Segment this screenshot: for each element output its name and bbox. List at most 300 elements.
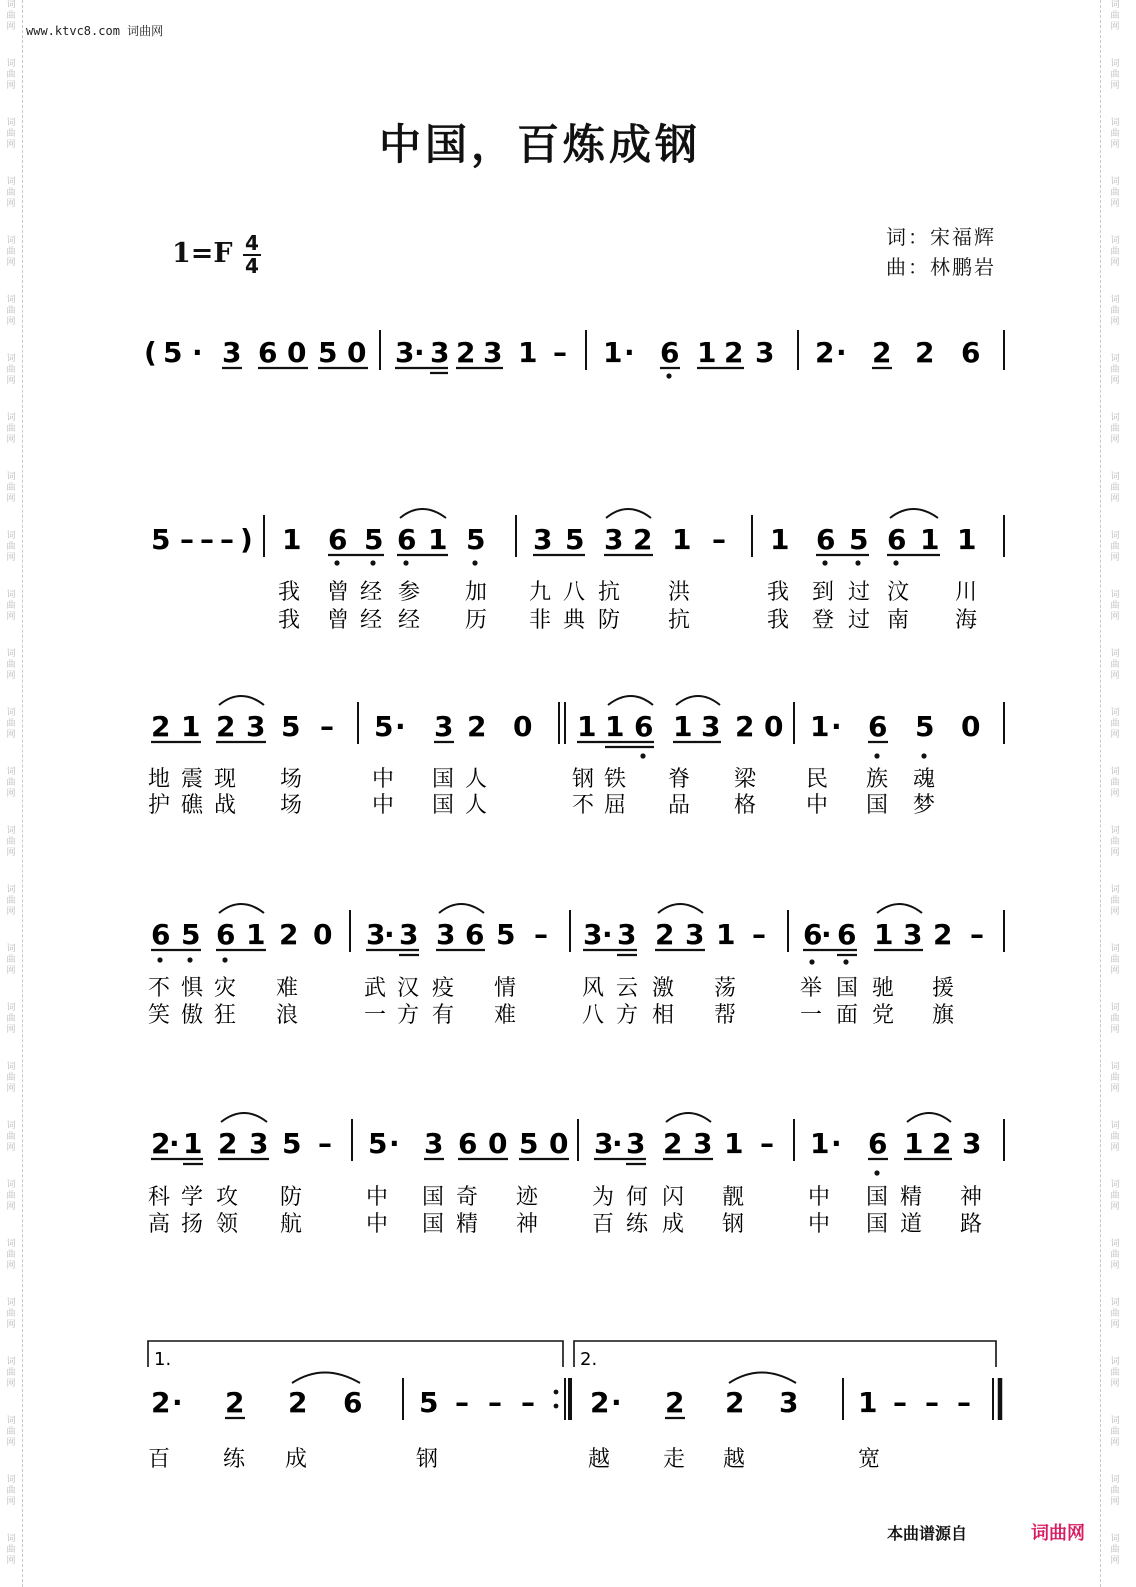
- note: 3: [604, 523, 624, 556]
- repeat-dot: [554, 1390, 559, 1395]
- lyric-char: 地: [148, 767, 171, 792]
- note: –: [200, 523, 214, 556]
- edge-watermark: 词 曲 网: [6, 944, 16, 976]
- lyric-char: 过: [848, 580, 871, 605]
- lyric-char: 驰: [872, 976, 895, 1001]
- edge-watermark: 词 曲 网: [6, 354, 16, 386]
- note: 3: [779, 1386, 799, 1419]
- edge-watermark: 词 曲 网: [6, 531, 16, 563]
- note: ·: [192, 336, 203, 369]
- edge-watermark: 词 曲 网: [1110, 1121, 1120, 1153]
- edge-watermark: 词 曲 网: [1110, 1357, 1120, 1389]
- note: 6: [397, 523, 417, 556]
- lyric-row-2-v2: [278, 608, 977, 633]
- lyric-char: 梦: [913, 793, 936, 818]
- note: 3: [395, 336, 415, 369]
- edge-watermark: 词 曲 网: [6, 826, 16, 858]
- lyric-char: 领: [216, 1212, 239, 1237]
- note: 3: [483, 336, 503, 369]
- lyric-row-4-v1: [148, 976, 954, 1001]
- lyric-char: 方: [616, 1003, 639, 1028]
- edge-watermark: 词 曲 网: [1110, 649, 1120, 681]
- note: 2: [151, 710, 171, 743]
- lyric-char: 百: [592, 1212, 615, 1237]
- note: 5: [163, 336, 183, 369]
- note: 5: [282, 1127, 302, 1160]
- lyric-char: 国: [422, 1212, 445, 1237]
- note: 6: [328, 523, 348, 556]
- footer-source: 本曲谱源自: [887, 1524, 968, 1543]
- lyric-char: 汉: [397, 976, 420, 1001]
- lyric-char: 经: [360, 608, 383, 633]
- lyric-char: 云: [616, 976, 639, 1001]
- lyric-char: 灾: [214, 976, 237, 1001]
- note: 5: [565, 523, 585, 556]
- lyric-char: 越: [723, 1447, 746, 1472]
- note: 1: [282, 523, 302, 556]
- octave-dot: [843, 959, 848, 964]
- slur: [292, 1373, 360, 1384]
- edge-watermark: 词 曲 网: [1110, 1062, 1120, 1094]
- lyric-char: 非: [529, 608, 552, 633]
- slur: [666, 1113, 711, 1122]
- lyric-char: 汶: [887, 580, 910, 605]
- note: 2: [456, 336, 476, 369]
- edge-watermark: 词 曲 网: [1110, 0, 1120, 32]
- lyric-char: 国: [836, 976, 859, 1001]
- note: 1: [518, 336, 538, 369]
- edge-watermark: 词 曲 网: [1110, 1003, 1120, 1035]
- note: 2: [279, 918, 299, 951]
- lyric-char: 狂: [214, 1003, 237, 1028]
- octave-dot: [809, 959, 814, 964]
- note: 6: [151, 918, 171, 951]
- note: 3: [399, 918, 419, 951]
- edge-watermark: 词 曲 网: [6, 1239, 16, 1271]
- note: –: [521, 1386, 535, 1419]
- note: 3: [693, 1127, 713, 1160]
- edge-watermark: 词 曲 网: [6, 472, 16, 504]
- lyric-row-2-v1: [278, 580, 977, 605]
- lyric-char: 曾: [327, 608, 350, 633]
- lyric-char: 成: [285, 1447, 308, 1472]
- note: 3: [594, 1127, 614, 1160]
- note: –: [318, 1127, 332, 1160]
- edge-watermark: 词 曲 网: [6, 1003, 16, 1035]
- lyric-char: 我: [767, 580, 790, 605]
- edge-watermark: 词 曲 网: [6, 118, 16, 150]
- note: 1: [858, 1386, 878, 1419]
- note: 3: [626, 1127, 646, 1160]
- lyric-char: 钢: [572, 767, 595, 792]
- edge-watermark: 词 曲 网: [6, 1357, 16, 1389]
- lyric-char: 钢: [416, 1447, 439, 1472]
- note: –: [534, 918, 548, 951]
- note: –: [925, 1386, 939, 1419]
- lyric-row-4-v2: [148, 1003, 954, 1028]
- edge-watermark: 词 曲 网: [1110, 1298, 1120, 1330]
- octave-dot: [472, 560, 477, 565]
- edge-watermark: 词 曲 网: [1110, 826, 1120, 858]
- lyric-char: 震: [181, 767, 204, 792]
- lyric-char: 民: [806, 767, 829, 792]
- lyric-char: 高: [148, 1212, 171, 1237]
- note: 1: [920, 523, 940, 556]
- lyric-char: 浪: [276, 1003, 299, 1028]
- lyric-row-3-v1: [148, 767, 935, 792]
- edge-watermark: 词 曲 网: [6, 0, 16, 32]
- lyric-char: 中: [808, 1185, 831, 1210]
- lyric-char: 梁: [734, 767, 757, 792]
- edge-watermark: 词 曲 网: [1110, 1239, 1120, 1271]
- note: 2: [225, 1386, 245, 1419]
- octave-dot: [666, 373, 671, 378]
- note: ·: [831, 710, 842, 743]
- note: 5: [368, 1127, 388, 1160]
- octave-dot: [187, 957, 192, 962]
- note: 6: [868, 1127, 888, 1160]
- note: –: [752, 918, 766, 951]
- open-paren: (: [144, 336, 157, 369]
- note: 1: [605, 710, 625, 743]
- lyric-row-3-v2: [148, 793, 935, 818]
- slur: [676, 696, 720, 705]
- edge-watermark: 词 曲 网: [1110, 767, 1120, 799]
- lyric-char: 难: [494, 1003, 517, 1028]
- lyric-char: 激: [652, 976, 675, 1001]
- lyric-char: 为: [592, 1185, 615, 1210]
- octave-dot: [874, 1170, 879, 1175]
- lyric-char: 荡: [714, 976, 737, 1001]
- lyric-char: 有: [432, 1003, 455, 1028]
- note: 6: [458, 1127, 478, 1160]
- note: 3: [434, 710, 454, 743]
- note: 3: [617, 918, 637, 951]
- note: 0: [287, 336, 307, 369]
- lyric-char: 格: [734, 793, 757, 818]
- note: 1: [246, 918, 266, 951]
- edge-watermark: 词 曲 网: [6, 1298, 16, 1330]
- note: 1: [810, 1127, 830, 1160]
- note: 5: [496, 918, 516, 951]
- note: 2: [725, 1386, 745, 1419]
- slur: [221, 1113, 267, 1122]
- volta-1-bracket: [148, 1341, 563, 1367]
- note: 2: [872, 336, 892, 369]
- note: 2: [815, 336, 835, 369]
- note: 3: [246, 710, 266, 743]
- lyric-char: 惧: [181, 976, 204, 1001]
- note: 2: [724, 336, 744, 369]
- note: –: [970, 918, 984, 951]
- note: 3: [249, 1127, 269, 1160]
- octave-dot: [640, 753, 645, 758]
- score-row-2: [151, 509, 1004, 633]
- note: 1: [716, 918, 736, 951]
- lyric-char: 相: [652, 1003, 675, 1028]
- lyric-char: 练: [223, 1447, 246, 1472]
- note: 2: [932, 1127, 952, 1160]
- lyric-char: 百: [148, 1447, 171, 1472]
- note: 3: [755, 336, 775, 369]
- octave-dot: [370, 560, 375, 565]
- lyric-char: 护: [148, 793, 171, 818]
- lyric-char: 人: [465, 767, 488, 792]
- note: ·: [836, 336, 847, 369]
- octave-dot: [334, 560, 339, 565]
- key-signature: 1=F: [172, 238, 233, 269]
- note: ·: [169, 1127, 180, 1160]
- note: –: [712, 523, 726, 556]
- lyric-char: 迹: [516, 1185, 539, 1210]
- edge-watermark: 词 曲 网: [6, 1180, 16, 1212]
- lyric-char: 闪: [662, 1185, 685, 1210]
- note: 5: [915, 710, 935, 743]
- note: 1: [810, 710, 830, 743]
- note: –: [180, 523, 194, 556]
- lyric-char: 参: [398, 580, 421, 605]
- lyric-char: 抗: [668, 608, 691, 633]
- lyric-char: 八: [582, 1003, 605, 1028]
- note: ·: [395, 710, 406, 743]
- lyric-char: 战: [214, 793, 237, 818]
- edge-watermark: 词 曲 网: [1110, 944, 1120, 976]
- note: 5: [318, 336, 338, 369]
- edge-watermark: 词 曲 网: [1110, 295, 1120, 327]
- note: 2: [933, 918, 953, 951]
- lyric-char: 到: [812, 580, 835, 605]
- edge-watermark: 词 曲 网: [1110, 59, 1120, 91]
- lyric-char: 中: [808, 1212, 831, 1237]
- lyric-char: 典: [563, 608, 586, 633]
- edge-watermark: 词 曲 网: [6, 1062, 16, 1094]
- lyric-char: 现: [214, 767, 237, 792]
- edge-watermark: 词 曲 网: [1110, 354, 1120, 386]
- lyric-char: 疫: [432, 976, 455, 1001]
- slur: [658, 904, 703, 913]
- note: ·: [624, 336, 635, 369]
- time-signature-top: 4: [245, 231, 259, 255]
- note: ·: [384, 918, 395, 951]
- lyric-char: 神: [516, 1212, 539, 1237]
- lyric-char: 面: [836, 1003, 859, 1028]
- edge-watermark: 词 曲 网: [6, 413, 16, 445]
- lyric-char: 人: [465, 793, 488, 818]
- note: 5: [466, 523, 486, 556]
- edge-watermark: 词 曲 网: [6, 177, 16, 209]
- lyric-char: 成: [662, 1212, 685, 1237]
- edge-watermark: 词 曲 网: [1110, 177, 1120, 209]
- slur: [890, 509, 938, 518]
- lyric-char: 礁: [181, 793, 204, 818]
- note: –: [320, 710, 334, 743]
- edge-watermark: 词 曲 网: [6, 1534, 16, 1566]
- note: 3: [903, 918, 923, 951]
- lyric-char: 帮: [714, 1003, 737, 1028]
- note: 6: [816, 523, 836, 556]
- lyric-char: 一: [364, 1003, 387, 1028]
- note: –: [760, 1127, 774, 1160]
- lyric-char: 我: [278, 580, 301, 605]
- lyric-char: 中: [372, 793, 395, 818]
- note: 3: [533, 523, 553, 556]
- lyric-char: 场: [280, 767, 303, 792]
- lyric-char: 洪: [668, 580, 691, 605]
- octave-dot: [855, 560, 860, 565]
- lyric-char: 扬: [181, 1212, 204, 1237]
- octave-dot: [893, 560, 898, 565]
- edge-watermark: 词 曲 网: [6, 708, 16, 740]
- note: 1: [957, 523, 977, 556]
- score-row-3: [148, 696, 1004, 818]
- lyric-char: 品: [668, 793, 691, 818]
- note: 1: [697, 336, 717, 369]
- note: 5: [519, 1127, 539, 1160]
- note: 5: [181, 918, 201, 951]
- lyric-char: 走: [663, 1447, 686, 1472]
- edge-watermark: 词 曲 网: [6, 59, 16, 91]
- edge-watermark: 词 曲 网: [1110, 531, 1120, 563]
- lyric-char: 不: [148, 976, 171, 1001]
- lyric-char: 科: [148, 1185, 171, 1210]
- note: 2: [288, 1386, 308, 1419]
- lyric-char: 情: [494, 976, 517, 1001]
- lyric-char: 中: [806, 793, 829, 818]
- lyric-char: 魂: [913, 767, 936, 792]
- note: 2: [151, 1127, 171, 1160]
- note: 2: [665, 1386, 685, 1419]
- note: 0: [313, 918, 333, 951]
- lyric-char: 精: [900, 1185, 923, 1210]
- edge-watermark: 词 曲 网: [6, 649, 16, 681]
- note: 2: [590, 1386, 610, 1419]
- edge-watermark: 词 曲 网: [6, 295, 16, 327]
- note: 1: [770, 523, 790, 556]
- octave-dot: [822, 560, 827, 565]
- note: 3: [366, 918, 386, 951]
- note: 2: [467, 710, 487, 743]
- note: –: [220, 523, 234, 556]
- edge-watermark: 词 曲 网: [1110, 472, 1120, 504]
- note: 0: [488, 1127, 508, 1160]
- lyric-char: 国: [432, 793, 455, 818]
- note: 5: [281, 710, 301, 743]
- lyric-char: 不: [572, 793, 595, 818]
- note: 2: [663, 1127, 683, 1160]
- note: 3: [424, 1127, 444, 1160]
- lyric-char: 方: [397, 1003, 420, 1028]
- lyric-char: 神: [960, 1185, 983, 1210]
- edge-watermark: 词 曲 网: [6, 590, 16, 622]
- note: ·: [831, 1127, 842, 1160]
- octave-dot: [222, 957, 227, 962]
- note: 1: [428, 523, 448, 556]
- note: 1: [724, 1127, 744, 1160]
- edge-watermark: 词 曲 网: [1110, 1534, 1120, 1566]
- composer: 曲：林鹏岩: [886, 255, 996, 279]
- note: 2: [633, 523, 653, 556]
- note: ·: [414, 336, 425, 369]
- lyric-char: 精: [456, 1212, 479, 1237]
- lyric-char: 屈: [604, 793, 627, 818]
- lyric-char: 国: [866, 793, 889, 818]
- lyric-char: 援: [932, 976, 955, 1001]
- lyric-char: 历: [465, 608, 488, 633]
- note: 6: [465, 918, 485, 951]
- note: ·: [612, 1127, 623, 1160]
- slur: [729, 1373, 796, 1384]
- lyric-char: 加: [465, 580, 488, 605]
- lyric-row-6-ending-2: [588, 1447, 880, 1472]
- lyric-char: 曾: [327, 580, 350, 605]
- lyric-row-5-v1: [148, 1185, 982, 1210]
- lyric-char: 族: [866, 767, 889, 792]
- note: 1: [603, 336, 623, 369]
- lyric-char: 钢: [722, 1212, 745, 1237]
- note: 6: [868, 710, 888, 743]
- note: 0: [513, 710, 533, 743]
- slur: [219, 696, 264, 705]
- octave-dot: [921, 753, 926, 758]
- lyric-char: 笑: [148, 1003, 171, 1028]
- note: 1: [904, 1127, 924, 1160]
- note: 2: [216, 710, 236, 743]
- note: 6: [634, 710, 654, 743]
- note: 3: [436, 918, 456, 951]
- edge-watermark: 词 曲 网: [1110, 118, 1120, 150]
- slur: [219, 904, 264, 913]
- note: 2: [735, 710, 755, 743]
- lyric-char: 靓: [722, 1185, 745, 1210]
- edge-watermark: 词 曲 网: [6, 1121, 16, 1153]
- lyric-char: 经: [398, 608, 421, 633]
- lyric-char: 防: [598, 608, 621, 633]
- lyric-char: 道: [900, 1212, 923, 1237]
- note: 5: [374, 710, 394, 743]
- note: 3: [430, 336, 450, 369]
- note: –: [893, 1386, 907, 1419]
- edge-watermark: 词 曲 网: [6, 1475, 16, 1507]
- lyric-char: 国: [432, 767, 455, 792]
- note: 6: [660, 336, 680, 369]
- lyric-char: 经: [360, 580, 383, 605]
- note: 0: [764, 710, 784, 743]
- note: 1: [672, 523, 692, 556]
- note: ·: [821, 918, 832, 951]
- lyric-char: 中: [366, 1185, 389, 1210]
- note: 3: [701, 710, 721, 743]
- note: 5: [364, 523, 384, 556]
- edge-watermark: 词 曲 网: [1110, 590, 1120, 622]
- note: ·: [389, 1127, 400, 1160]
- note: 6: [343, 1386, 363, 1419]
- lyric-char: 防: [280, 1185, 303, 1210]
- note: 6: [887, 523, 907, 556]
- lyric-char: 攻: [216, 1185, 239, 1210]
- lyric-char: 海: [955, 608, 978, 633]
- lyric-row-6-ending-1: [148, 1447, 438, 1472]
- lyric-char: 难: [276, 976, 299, 1001]
- edge-watermark: 词 曲 网: [1110, 1475, 1120, 1507]
- note: 6: [803, 918, 823, 951]
- note: 5: [419, 1386, 439, 1419]
- note: 0: [961, 710, 981, 743]
- footer-brand-link[interactable]: 词曲网: [1031, 1523, 1085, 1544]
- lyric-char: 铁: [604, 767, 627, 792]
- lyric-char: 越: [588, 1447, 611, 1472]
- edge-watermark: 词 曲 网: [1110, 885, 1120, 917]
- lyric-char: 举: [800, 976, 823, 1001]
